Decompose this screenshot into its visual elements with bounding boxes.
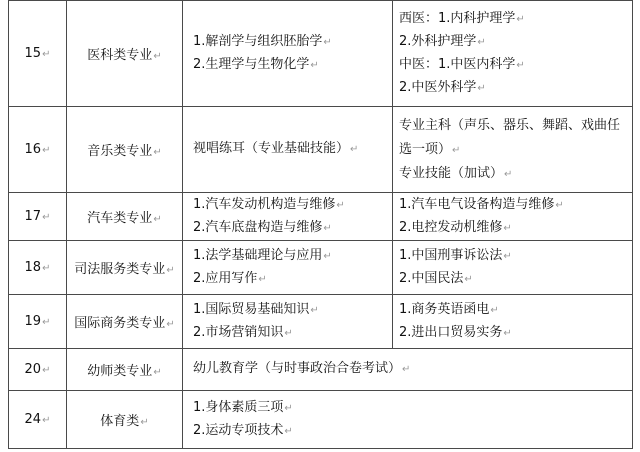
subject-item: 2.应用写作 xyxy=(193,270,258,286)
subject-item: 2.中国民法 xyxy=(399,270,464,286)
subject-item: 2.中医外科学 xyxy=(399,79,477,95)
subject-item: 2.生理学与生物化学 xyxy=(193,56,310,72)
subject-item: 1.解剖学与组织胚胎学 xyxy=(193,33,323,49)
subject-item: 2.电控发动机维修 xyxy=(399,219,503,235)
subject-cell-1: 1.国际贸易基础知识↵ 2.市场营销知识↵ xyxy=(183,295,393,349)
subject-item: 视唱练耳（专业基础技能） xyxy=(193,141,350,156)
table-row xyxy=(9,295,633,349)
subject-item: 2.运动专项技术 xyxy=(193,422,284,438)
subject-cell-2: 1.汽车电气设备构造与维修↵ 2.电控发动机维修↵ xyxy=(393,193,633,241)
subject-cell-1: 视唱练耳（专业基础技能）↵ xyxy=(183,107,393,193)
subject-cell-2: 专业主科（声乐、器乐、舞蹈、戏曲任选一项）↵ 专业技能（加试）↵ xyxy=(393,107,633,193)
subject-item: 专业主科（声乐、器乐、舞蹈、戏曲任选一项） xyxy=(399,117,621,157)
table-row xyxy=(9,1,633,107)
table-row xyxy=(9,349,633,391)
row-number: 16↵ xyxy=(9,107,67,193)
subject-item: 1.身体素质三项 xyxy=(193,399,284,415)
subject-item: 西医：1.内科护理学 xyxy=(399,10,516,26)
major-name: 医科类专业↵ xyxy=(67,1,183,107)
row-number: 24↵ xyxy=(9,391,67,449)
major-name: 幼师类专业↵ xyxy=(67,349,183,391)
subject-cell-merged: 1.身体素质三项↵ 2.运动专项技术↵ xyxy=(183,391,633,449)
subject-cell-1: 1.解剖学与组织胚胎学↵ 2.生理学与生物化学↵ xyxy=(183,1,393,107)
subject-item: 2.市场营销知识 xyxy=(193,324,284,340)
major-name: 体育类↵ xyxy=(67,391,183,449)
major-name: 音乐类专业↵ xyxy=(67,107,183,193)
subject-item: 1.法学基础理论与应用 xyxy=(193,247,323,263)
subject-cell-1: 1.汽车发动机构造与维修↵ 2.汽车底盘构造与维修↵ xyxy=(183,193,393,241)
row-number: 20↵ xyxy=(9,349,67,391)
subject-item: 1.汽车电气设备构造与维修 xyxy=(399,196,555,212)
subject-cell-1: 1.法学基础理论与应用↵ 2.应用写作↵ xyxy=(183,241,393,295)
subject-cell-2: 1.商务英语函电↵ 2.进出口贸易实务↵ xyxy=(393,295,633,349)
row-number: 15↵ xyxy=(9,1,67,107)
table-row xyxy=(9,107,633,193)
subject-item: 中医：1.中医内科学 xyxy=(399,56,516,72)
row-number: 18↵ xyxy=(9,241,67,295)
subject-item: 2.外科护理学 xyxy=(399,33,477,49)
major-name: 国际商务类专业↵ xyxy=(67,295,183,349)
major-name: 汽车类专业↵ xyxy=(67,193,183,241)
subject-item: 幼儿教育学（与时事政治合卷考试） xyxy=(193,361,402,376)
subject-item: 2.进出口贸易实务 xyxy=(399,324,503,340)
subject-item: 1.汽车发动机构造与维修 xyxy=(193,196,336,212)
subject-item: 1.商务英语函电 xyxy=(399,301,490,317)
subject-item: 2.汽车底盘构造与维修 xyxy=(193,219,323,235)
subject-cell-2: 1.中国刑事诉讼法↵ 2.中国民法↵ xyxy=(393,241,633,295)
subject-cell-merged: 幼儿教育学（与时事政治合卷考试）↵ xyxy=(183,349,633,391)
subject-item: 专业技能（加试） xyxy=(399,165,504,181)
table-row xyxy=(9,241,633,295)
table-row xyxy=(9,391,633,449)
table-row xyxy=(9,193,633,241)
major-name: 司法服务类专业↵ xyxy=(67,241,183,295)
exam-subjects-table xyxy=(8,0,633,449)
subject-cell-2: 西医：1.内科护理学↵ 2.外科护理学↵ 中医：1.中医内科学↵ 2.中医外科学↵ xyxy=(393,1,633,107)
row-number: 17↵ xyxy=(9,193,67,241)
row-number: 19↵ xyxy=(9,295,67,349)
subject-item: 1.中国刑事诉讼法 xyxy=(399,247,503,263)
subject-item: 1.国际贸易基础知识 xyxy=(193,301,310,317)
